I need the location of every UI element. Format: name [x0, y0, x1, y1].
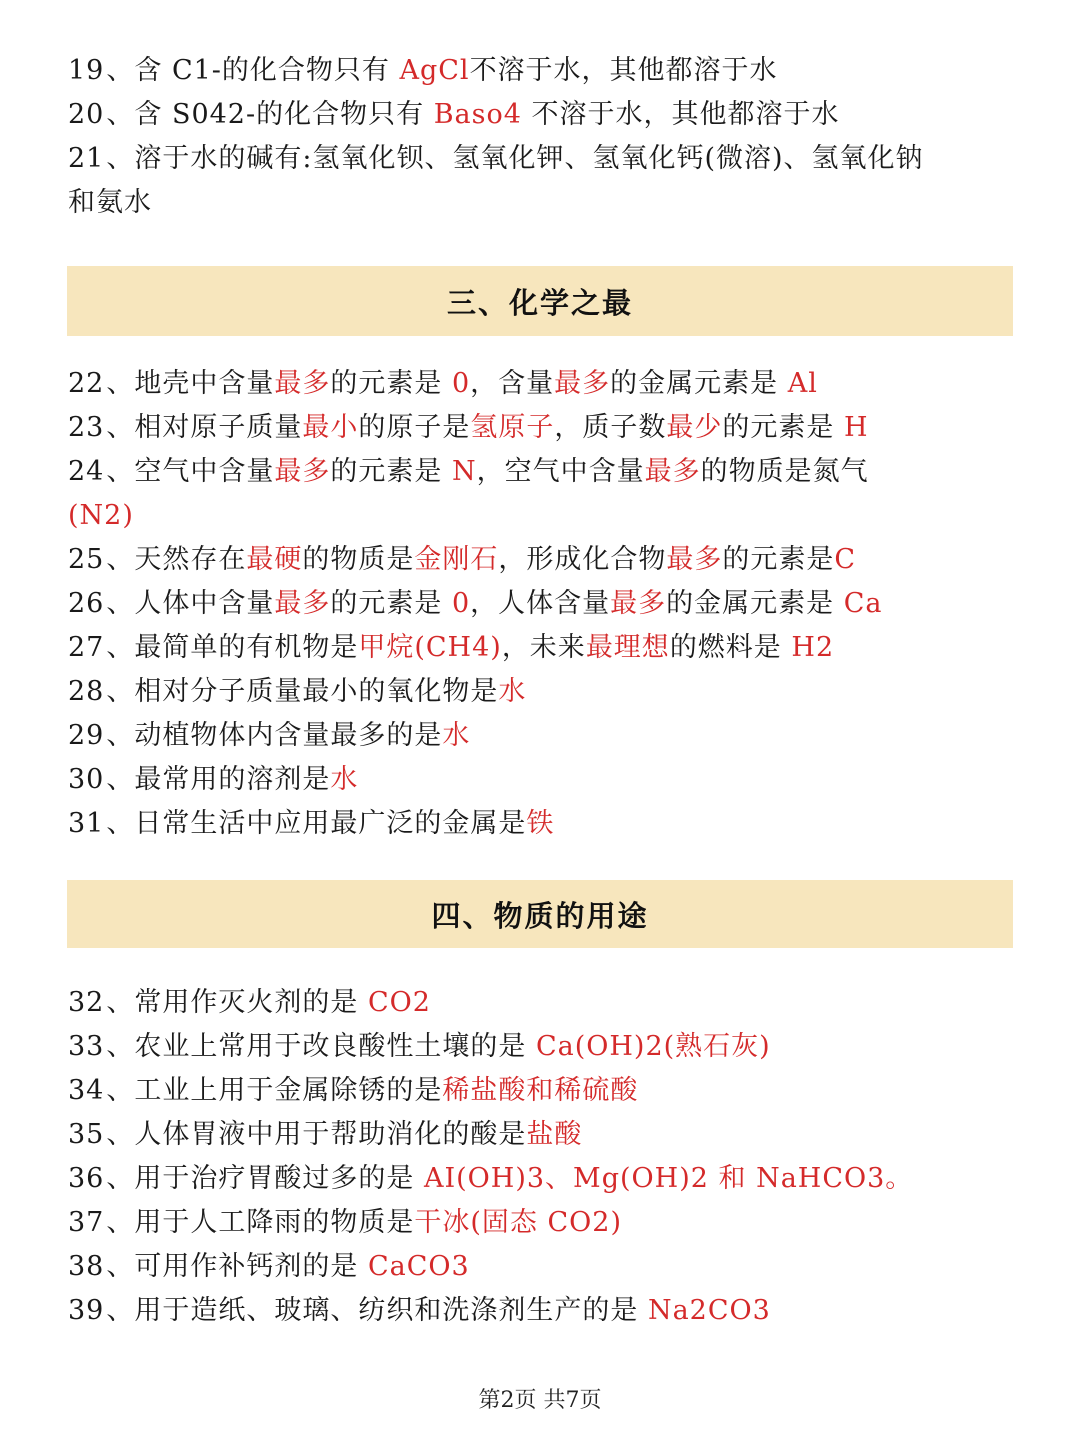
item-text: 不溶于水，其他都溶于水 [521, 99, 840, 130]
item-text: 的物质是 [302, 544, 415, 575]
item-number: 38 [68, 1251, 105, 1282]
item-text: 、含 C1-的化合物只有 [106, 55, 400, 86]
highlighted-text: 最多 [644, 456, 701, 487]
list-item [68, 49, 1020, 93]
highlighted-text: 氢原子 [470, 412, 555, 443]
item-text: ，形成化合物 [498, 544, 667, 575]
list-item [68, 181, 1020, 225]
highlighted-text: 0 [451, 588, 471, 619]
item-text: 、动植物体内含量最多的是 [106, 720, 443, 751]
item-text: 的元素是 [330, 456, 452, 487]
highlighted-text: 最多 [274, 368, 331, 399]
item-number: 23 [68, 412, 105, 443]
item-number: 30 [68, 764, 105, 795]
highlighted-text: H2 [791, 632, 835, 663]
section-heading-chemistry-extremes [67, 266, 1013, 336]
highlighted-text: 最多 [554, 368, 611, 399]
list-item [68, 1245, 1020, 1289]
item-number: 20 [68, 99, 105, 130]
highlighted-text: Baso4 [433, 99, 522, 130]
highlighted-text: AI(OH)3、Mg(OH)2 和 NaHCO3。 [423, 1163, 914, 1194]
item-text: 、溶于水的碱有:氢氧化钡、氢氧化钾、氢氧化钙(微溶)、氢氧化钠 [106, 143, 924, 174]
highlighted-text: Al [787, 368, 818, 399]
highlighted-text: 甲烷(CH4) [358, 632, 502, 663]
list-item [68, 1025, 1020, 1069]
highlighted-text: CO2 [367, 987, 431, 1018]
highlighted-text: C [834, 544, 857, 575]
page-number: 第2页 共7页 [478, 1388, 602, 1413]
item-text: 、日常生活中应用最广泛的金属是 [106, 808, 527, 839]
list-item [68, 802, 1020, 846]
highlighted-text: 干冰(固态 CO2) [414, 1207, 622, 1238]
item-text: 、用于造纸、玻璃、纺织和洗涤剂生产的是 [106, 1295, 648, 1326]
item-text: 和氨水 [68, 187, 152, 218]
list-item [68, 626, 1020, 670]
item-text: 的元素是 [722, 544, 835, 575]
highlighted-text: 最多 [666, 544, 723, 575]
item-text: 、地壳中含量 [106, 368, 275, 399]
highlighted-text: 水 [498, 676, 527, 707]
list-item [68, 137, 1020, 181]
highlighted-text: 0 [451, 368, 471, 399]
list-item [68, 362, 1020, 406]
section-heading-substance-uses [67, 880, 1013, 948]
item-text: 、相对分子质量最小的氧化物是 [106, 676, 499, 707]
item-text: 、常用作灭火剂的是 [106, 987, 368, 1018]
highlighted-text: 最多 [610, 588, 667, 619]
highlighted-text: 水 [330, 764, 359, 795]
item-number: 24 [68, 456, 105, 487]
list-item [68, 406, 1020, 450]
list-item [68, 1113, 1020, 1157]
item-number: 39 [68, 1295, 105, 1326]
item-number: 25 [68, 544, 105, 575]
list-item [68, 1289, 1020, 1333]
highlighted-text: 最多 [274, 588, 331, 619]
item-text: 的原子是 [358, 412, 471, 443]
item-text: 、天然存在 [106, 544, 247, 575]
item-text: 的金属元素是 [610, 368, 788, 399]
item-text: ，含量 [470, 368, 555, 399]
list-item [68, 582, 1020, 626]
list-item [68, 450, 1020, 494]
item-number: 27 [68, 632, 105, 663]
highlighted-text: 金刚石 [414, 544, 499, 575]
item-text: 的元素是 [330, 368, 452, 399]
highlighted-text: (N2) [68, 500, 134, 531]
item-text: ，质子数 [554, 412, 667, 443]
list-item [68, 1157, 1020, 1201]
item-text: 、工业上用于金属除锈的是 [106, 1075, 443, 1106]
item-number: 21 [68, 143, 105, 174]
highlighted-text: 最多 [274, 456, 331, 487]
highlighted-text: N [451, 456, 477, 487]
list-item [68, 538, 1020, 582]
item-text: 、最简单的有机物是 [106, 632, 359, 663]
item-text: 的燃料是 [669, 632, 792, 663]
item-text: 的元素是 [722, 412, 844, 443]
section-title: 四、物质的用途 [431, 898, 649, 933]
list-item [68, 981, 1020, 1025]
list-item [68, 714, 1020, 758]
highlighted-text: 盐酸 [526, 1119, 583, 1150]
item-number: 31 [68, 808, 105, 839]
highlighted-text: 铁 [526, 808, 555, 839]
highlighted-text: CaCO3 [367, 1251, 470, 1282]
highlighted-text: Na2CO3 [647, 1295, 771, 1326]
highlighted-text: 最少 [666, 412, 723, 443]
item-text: 、最常用的溶剂是 [106, 764, 331, 795]
item-text: 、可用作补钙剂的是 [106, 1251, 368, 1282]
list-item [68, 670, 1020, 714]
item-number: 28 [68, 676, 105, 707]
item-number: 35 [68, 1119, 105, 1150]
item-text: 的元素是 [330, 588, 452, 619]
item-text: 的金属元素是 [666, 588, 844, 619]
item-text: 、人体胃液中用于帮助消化的酸是 [106, 1119, 527, 1150]
list-item [68, 93, 1020, 137]
highlighted-text: 稀盐酸和稀硫酸 [442, 1075, 639, 1106]
highlighted-text: AgCl [399, 55, 470, 86]
item-number: 29 [68, 720, 105, 751]
item-number: 33 [68, 1031, 105, 1062]
item-text: 、农业上常用于改良酸性土壤的是 [106, 1031, 536, 1062]
list-item [68, 494, 1020, 538]
item-text: 的物质是氮气 [700, 456, 869, 487]
highlighted-text: H [843, 412, 869, 443]
item-text: ，人体含量 [470, 588, 611, 619]
highlighted-text: 水 [442, 720, 471, 751]
item-text: ，未来 [501, 632, 586, 663]
item-text: 、用于人工降雨的物质是 [106, 1207, 415, 1238]
item-text: 、用于治疗胃酸过多的是 [106, 1163, 424, 1194]
item-number: 37 [68, 1207, 105, 1238]
item-number: 19 [68, 55, 105, 86]
item-number: 32 [68, 987, 105, 1018]
highlighted-text: 最硬 [246, 544, 303, 575]
item-text: 、人体中含量 [106, 588, 275, 619]
item-text: 不溶于水，其他都溶于水 [469, 55, 778, 86]
highlighted-text: Ca [843, 588, 883, 619]
item-number: 36 [68, 1163, 105, 1194]
item-number: 34 [68, 1075, 105, 1106]
section-title: 三、化学之最 [446, 285, 633, 320]
item-number: 22 [68, 368, 105, 399]
highlighted-text: 最小 [302, 412, 359, 443]
item-text: 、含 S042-的化合物只有 [106, 99, 434, 130]
list-item [68, 1201, 1020, 1245]
item-text: ，空气中含量 [476, 456, 645, 487]
list-item [68, 758, 1020, 802]
item-text: 、空气中含量 [106, 456, 275, 487]
item-text: 、相对原子质量 [106, 412, 303, 443]
highlighted-text: 最理想 [585, 632, 670, 663]
list-item [68, 1069, 1020, 1113]
highlighted-text: Ca(OH)2(熟石灰) [535, 1031, 771, 1062]
item-number: 26 [68, 588, 105, 619]
